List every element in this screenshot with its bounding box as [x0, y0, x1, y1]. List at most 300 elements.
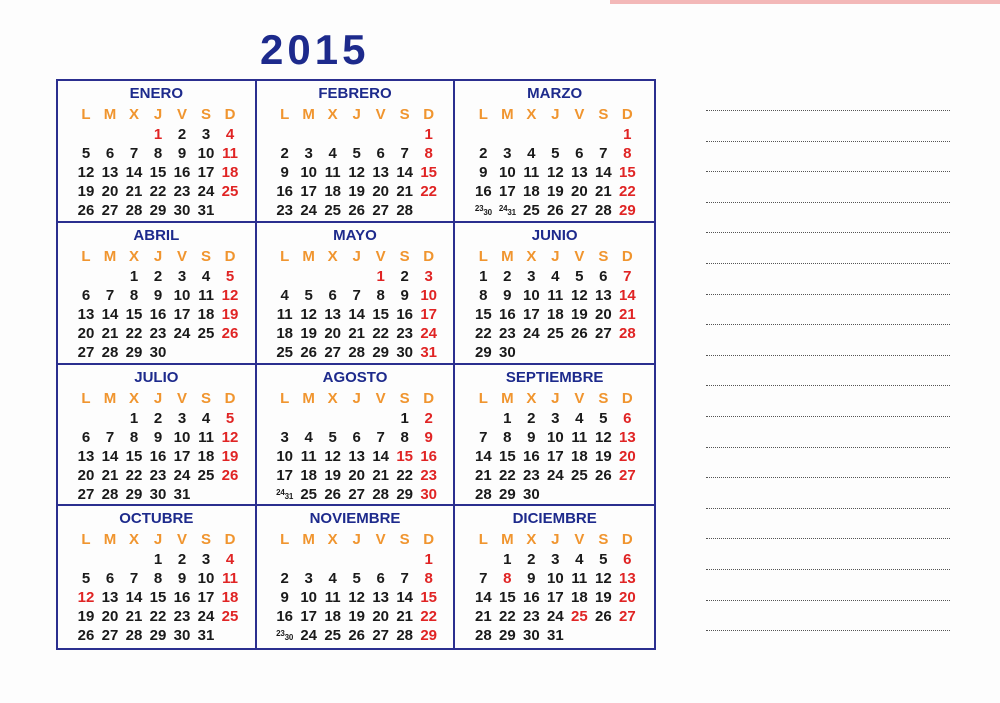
weekday-label: S — [399, 389, 410, 407]
weekday-label: D — [224, 531, 236, 549]
day-cell: 31 — [173, 485, 191, 503]
day-cell: 1 — [424, 126, 433, 143]
day-cell: 12 — [348, 589, 365, 607]
day-cell: 2 — [153, 409, 163, 427]
day-cell: 13 — [348, 447, 365, 465]
weekday-label: X — [327, 531, 338, 549]
day-cell: 4 — [225, 551, 235, 569]
weekday-label: S — [200, 106, 211, 123]
days-grid — [471, 529, 654, 645]
weekday-label: M — [302, 247, 315, 265]
empty-day — [393, 550, 417, 569]
day-cell: 3 — [424, 267, 433, 285]
day-cell: 5 — [81, 570, 91, 588]
weekday-label: D — [621, 531, 633, 549]
day-cell: 22 — [420, 183, 437, 200]
empty-day — [74, 125, 98, 144]
day-cell: 14 — [101, 447, 119, 465]
day-cell: 29 — [125, 485, 143, 503]
day-cell: 16 — [149, 305, 167, 323]
day-cell: 1 — [129, 267, 139, 285]
day-cell: 14 — [125, 589, 143, 607]
days-grid — [471, 388, 654, 504]
weekday-label: D — [224, 106, 236, 123]
day-cell: 28 — [594, 202, 612, 219]
weekday-label: L — [280, 389, 290, 407]
day-cell: 13 — [594, 286, 612, 304]
day-cell: 12 — [221, 428, 239, 446]
day-cell: 29 — [474, 343, 492, 361]
day-cell: 10 — [173, 286, 191, 304]
day-cell: 22 — [125, 324, 143, 342]
day-cell: 28 — [125, 202, 143, 219]
day-cell: 6 — [328, 286, 337, 304]
day-cell: 17 — [300, 608, 317, 626]
empty-day — [122, 125, 146, 144]
empty-day — [369, 550, 393, 569]
empty-day — [297, 550, 321, 569]
day-cell: 11 — [198, 286, 214, 304]
weekday-label: V — [375, 247, 386, 265]
day-cell: 20 — [372, 608, 389, 626]
day-cell: 5 — [599, 551, 608, 569]
day-cell: 17 — [276, 466, 293, 484]
day-cell: 22 — [498, 608, 516, 626]
day-cell: 13 — [77, 305, 95, 323]
day-cell: 15 — [372, 305, 389, 323]
day-cell: 8 — [376, 286, 385, 304]
day-cell: 4 — [575, 551, 584, 569]
day-cell: 18 — [570, 589, 588, 607]
day-cell: 30 — [149, 485, 167, 503]
day-cell: 21 — [125, 183, 143, 200]
day-cell: 13 — [77, 447, 95, 465]
day-cell: 2 — [479, 145, 488, 162]
empty-day — [345, 267, 369, 286]
day-cell: 18 — [324, 608, 341, 626]
day-cell: 26 — [348, 202, 365, 219]
weekday-label: M — [103, 531, 117, 549]
day-cell: 22 — [498, 466, 516, 484]
day-cell: 4 — [201, 267, 211, 285]
weekday-label: M — [501, 106, 514, 123]
weekday-label: X — [327, 247, 338, 265]
day-cell: 3 — [201, 551, 211, 569]
empty-day — [273, 125, 297, 144]
weekday-label: M — [302, 531, 315, 549]
day-cell: 20 — [324, 324, 341, 342]
weekday-label: L — [280, 531, 290, 549]
day-cell: 27 — [618, 608, 636, 626]
day-cell: 8 — [479, 286, 488, 304]
month-mayo — [257, 223, 456, 365]
weekday-label: D — [423, 106, 435, 123]
day-cell: 21 — [101, 324, 119, 342]
day-cell: 27 — [77, 343, 95, 361]
day-cell: 11 — [222, 570, 238, 588]
weekday-label: X — [327, 389, 338, 407]
empty-day — [74, 267, 98, 286]
empty-day — [321, 267, 345, 286]
day-cell: 28 — [396, 627, 413, 645]
day-cell: 24 — [420, 324, 437, 342]
day-cell: 3 — [177, 267, 187, 285]
day-cell: 9 — [527, 428, 536, 446]
note-line — [706, 294, 950, 295]
weekday-label: S — [200, 389, 211, 407]
day-cell: 27 — [77, 485, 95, 503]
weekday-label: D — [621, 106, 633, 123]
top-color-strip — [610, 0, 1000, 4]
day-cell: 7 — [400, 145, 409, 162]
day-cell: 27 — [348, 485, 365, 503]
day-cell: 5 — [575, 267, 584, 285]
day-cell: 20 — [372, 183, 389, 200]
day-cell: 11 — [523, 164, 540, 181]
day-cell: 19 — [594, 589, 612, 607]
weekday-label: M — [302, 389, 315, 407]
day-cell: 15 — [618, 164, 636, 181]
empty-day — [273, 409, 297, 428]
weekday-label: L — [280, 247, 290, 265]
day-cell: 28 — [396, 202, 413, 219]
day-cell: 11 — [222, 145, 238, 162]
month-diciembre — [455, 506, 654, 648]
day-cell: 26 — [221, 466, 239, 484]
day-cell: 11 — [276, 305, 293, 323]
day-cell: 11 — [571, 428, 588, 446]
day-cell: 30 — [522, 485, 540, 503]
month-febrero — [257, 81, 456, 223]
month-marzo — [455, 81, 654, 223]
year-title: 2015 — [260, 26, 370, 73]
day-cell: 18 — [221, 589, 239, 607]
day-cell: 23 — [522, 466, 540, 484]
day-cell: 22 — [618, 183, 636, 200]
day-cell: 7 — [623, 267, 632, 285]
day-cell: 2 — [527, 551, 536, 569]
day-cell: 17 — [197, 589, 215, 607]
day-cell: 23 — [396, 324, 413, 342]
day-cell: 10 — [546, 428, 564, 446]
day-cell: 15 — [498, 447, 516, 465]
weekday-label: L — [478, 106, 488, 123]
day-cell: 16 — [420, 447, 437, 465]
empty-day — [345, 550, 369, 569]
day-cell: 7 — [599, 145, 608, 162]
weekday-label: V — [574, 247, 585, 265]
weekday-label: J — [352, 247, 361, 265]
day-cell: 5 — [304, 286, 313, 304]
day-cell: 5 — [551, 145, 560, 162]
day-cell: 19 — [348, 608, 365, 626]
weekday-label: X — [526, 247, 537, 265]
day-cell: 16 — [173, 164, 191, 181]
day-cell: 9 — [280, 589, 289, 607]
day-cell: 21 — [474, 608, 492, 626]
day-cell: 2 — [527, 409, 536, 427]
weekday-label: S — [598, 389, 609, 407]
day-cell: 15 — [420, 589, 437, 607]
empty-day — [591, 125, 615, 144]
day-cell: 7 — [376, 428, 385, 446]
day-cell: 14 — [594, 164, 612, 181]
day-cell: 20 — [77, 466, 95, 484]
day-cell: 1 — [153, 126, 163, 143]
day-cell: 27 — [101, 202, 119, 219]
weekday-label: X — [526, 106, 537, 123]
day-cell: 19 — [77, 608, 95, 626]
day-cell: 9 — [503, 286, 512, 304]
day-cell: 16 — [522, 447, 540, 465]
days-grid — [273, 388, 454, 504]
empty-day — [74, 409, 98, 428]
empty-day — [471, 409, 495, 428]
month-name: MAYO — [333, 226, 377, 244]
empty-day — [74, 550, 98, 569]
empty-day — [297, 125, 321, 144]
day-cell: 28 — [372, 485, 389, 503]
days-grid — [74, 246, 255, 362]
note-line — [706, 141, 950, 142]
weekday-label: L — [81, 389, 91, 407]
day-cell: 12 — [77, 589, 95, 607]
day-cell: 13 — [101, 164, 119, 181]
day-cell: 8 — [153, 145, 163, 162]
day-cell: 12 — [546, 164, 564, 181]
weekday-label: J — [551, 389, 560, 407]
weekday-label: V — [375, 389, 386, 407]
day-cell: 18 — [570, 447, 588, 465]
day-cell: 28 — [348, 343, 365, 361]
day-cell: 26 — [570, 324, 588, 342]
day-cell: 27 — [372, 202, 389, 219]
day-cell: 20 — [594, 305, 612, 323]
day-cell: 14 — [474, 447, 492, 465]
day-cell: 6 — [599, 267, 608, 285]
day-cell: 11 — [547, 286, 564, 304]
day-cell: 19 — [221, 305, 239, 323]
day-cell: 22 — [125, 466, 143, 484]
weekday-label: L — [81, 247, 91, 265]
day-cell: 18 — [197, 305, 215, 323]
day-cell: 19 — [300, 324, 317, 342]
days-grid — [273, 529, 454, 645]
day-cell: 31 — [197, 627, 215, 645]
day-cell: 3 — [304, 570, 313, 588]
day-cell: 8 — [424, 570, 433, 588]
day-cell: 3 — [304, 145, 313, 162]
day-cell: 4 — [551, 267, 560, 285]
day-cell: 28 — [474, 627, 492, 645]
day-cell: 13 — [372, 589, 389, 607]
weekday-label: D — [224, 389, 236, 407]
days-grid — [471, 246, 654, 362]
day-cell: 1 — [153, 551, 163, 569]
day-cell: 18 — [324, 183, 341, 200]
day-cell-double: 2431 — [276, 487, 294, 501]
day-cell: 8 — [503, 570, 512, 588]
day-cell: 17 — [197, 164, 215, 181]
day-cell: 17 — [173, 447, 191, 465]
day-cell: 12 — [77, 164, 95, 181]
day-cell-double: 2330 — [276, 629, 294, 643]
day-cell: 27 — [101, 627, 119, 645]
note-line — [706, 110, 950, 111]
month-abril — [58, 223, 257, 365]
day-cell: 16 — [396, 305, 413, 323]
day-cell: 11 — [300, 447, 317, 465]
day-cell: 29 — [420, 627, 437, 645]
month-name: DICIEMBRE — [512, 510, 597, 528]
day-cell: 19 — [348, 183, 365, 200]
days-grid — [471, 104, 654, 220]
note-line — [706, 477, 950, 478]
day-cell: 2 — [424, 409, 433, 427]
empty-day — [122, 550, 146, 569]
day-cell: 22 — [372, 324, 389, 342]
day-cell: 1 — [503, 409, 512, 427]
day-cell: 25 — [221, 608, 239, 626]
day-cell: 28 — [618, 324, 636, 342]
day-cell: 13 — [618, 428, 636, 446]
day-cell: 12 — [300, 305, 317, 323]
day-cell: 17 — [546, 589, 564, 607]
day-cell: 8 — [623, 145, 632, 162]
day-cell: 20 — [77, 324, 95, 342]
calendar-grid — [56, 79, 656, 650]
weekday-label: X — [526, 389, 537, 407]
day-cell: 4 — [527, 145, 536, 162]
day-cell: 15 — [149, 164, 167, 181]
day-cell: 15 — [125, 305, 143, 323]
day-cell: 25 — [570, 608, 588, 626]
day-cell: 14 — [474, 589, 492, 607]
day-cell: 5 — [599, 409, 608, 427]
day-cell: 21 — [348, 324, 365, 342]
weekday-label: S — [200, 531, 211, 549]
day-cell: 26 — [300, 343, 317, 361]
weekday-label: S — [399, 247, 410, 265]
month-name: AGOSTO — [322, 368, 388, 386]
note-line — [706, 171, 950, 172]
weekday-label: M — [501, 531, 514, 549]
day-cell: 1 — [129, 409, 139, 427]
day-cell: 30 — [149, 343, 167, 361]
day-cell: 5 — [225, 267, 235, 285]
day-cell: 13 — [618, 570, 636, 588]
day-cell: 16 — [276, 183, 293, 200]
day-cell: 26 — [77, 627, 95, 645]
day-cell: 30 — [173, 627, 191, 645]
empty-day — [495, 125, 519, 144]
day-cell: 8 — [503, 428, 512, 446]
empty-day — [297, 409, 321, 428]
day-cell: 24 — [546, 608, 564, 626]
weekday-label: J — [153, 106, 163, 123]
day-cell: 1 — [503, 551, 512, 569]
weekday-label: D — [224, 247, 236, 265]
day-cell: 9 — [153, 428, 163, 446]
day-cell: 7 — [352, 286, 361, 304]
day-cell: 17 — [498, 183, 516, 200]
day-cell: 8 — [424, 145, 433, 162]
day-cell: 25 — [570, 466, 588, 484]
day-cell: 2 — [177, 126, 187, 143]
day-cell: 2 — [400, 267, 409, 285]
weekday-label: M — [302, 106, 315, 123]
empty-day — [98, 125, 122, 144]
empty-day — [345, 125, 369, 144]
day-cell: 23 — [173, 183, 191, 200]
month-name: OCTUBRE — [119, 510, 194, 528]
month-name: MARZO — [527, 85, 583, 102]
empty-day — [297, 267, 321, 286]
day-cell: 19 — [221, 447, 239, 465]
empty-day — [98, 267, 122, 286]
day-cell: 6 — [623, 551, 632, 569]
weekday-label: V — [375, 531, 386, 549]
empty-day — [273, 267, 297, 286]
day-cell: 18 — [276, 324, 293, 342]
day-cell: 6 — [376, 570, 385, 588]
day-cell: 27 — [594, 324, 612, 342]
days-grid — [74, 529, 255, 645]
day-cell: 9 — [424, 428, 433, 446]
day-cell: 18 — [197, 447, 215, 465]
day-cell: 1 — [376, 267, 385, 285]
month-junio — [455, 223, 654, 365]
weekday-label: J — [153, 531, 163, 549]
day-cell: 4 — [328, 145, 337, 162]
empty-day — [98, 550, 122, 569]
day-cell: 8 — [129, 428, 139, 446]
empty-day — [369, 409, 393, 428]
weekday-label: V — [375, 106, 386, 123]
day-cell: 25 — [197, 324, 215, 342]
day-cell: 6 — [105, 145, 115, 162]
day-cell: 10 — [300, 589, 317, 607]
day-cell: 6 — [575, 145, 584, 162]
day-cell: 23 — [522, 608, 540, 626]
day-cell: 19 — [324, 466, 341, 484]
day-cell: 29 — [618, 202, 636, 219]
day-cell: 20 — [101, 183, 119, 200]
empty-day — [345, 409, 369, 428]
weekday-label: S — [399, 531, 410, 549]
month-enero — [58, 81, 257, 223]
weekday-label: M — [103, 389, 117, 407]
day-cell: 3 — [503, 145, 512, 162]
day-cell: 14 — [125, 164, 143, 181]
weekday-label: D — [423, 389, 435, 407]
month-name: ABRIL — [133, 226, 180, 244]
day-cell: 21 — [618, 305, 636, 323]
day-cell: 16 — [149, 447, 167, 465]
note-line — [706, 538, 950, 539]
weekday-label: D — [423, 247, 435, 265]
day-cell: 2 — [280, 570, 289, 588]
day-cell: 4 — [328, 570, 337, 588]
day-cell: 9 — [400, 286, 409, 304]
day-cell: 25 — [522, 202, 540, 219]
day-cell: 13 — [101, 589, 119, 607]
day-cell: 11 — [571, 570, 588, 588]
day-cell: 14 — [101, 305, 119, 323]
day-cell: 22 — [149, 183, 167, 200]
day-cell: 20 — [570, 183, 588, 200]
days-grid — [273, 104, 454, 220]
